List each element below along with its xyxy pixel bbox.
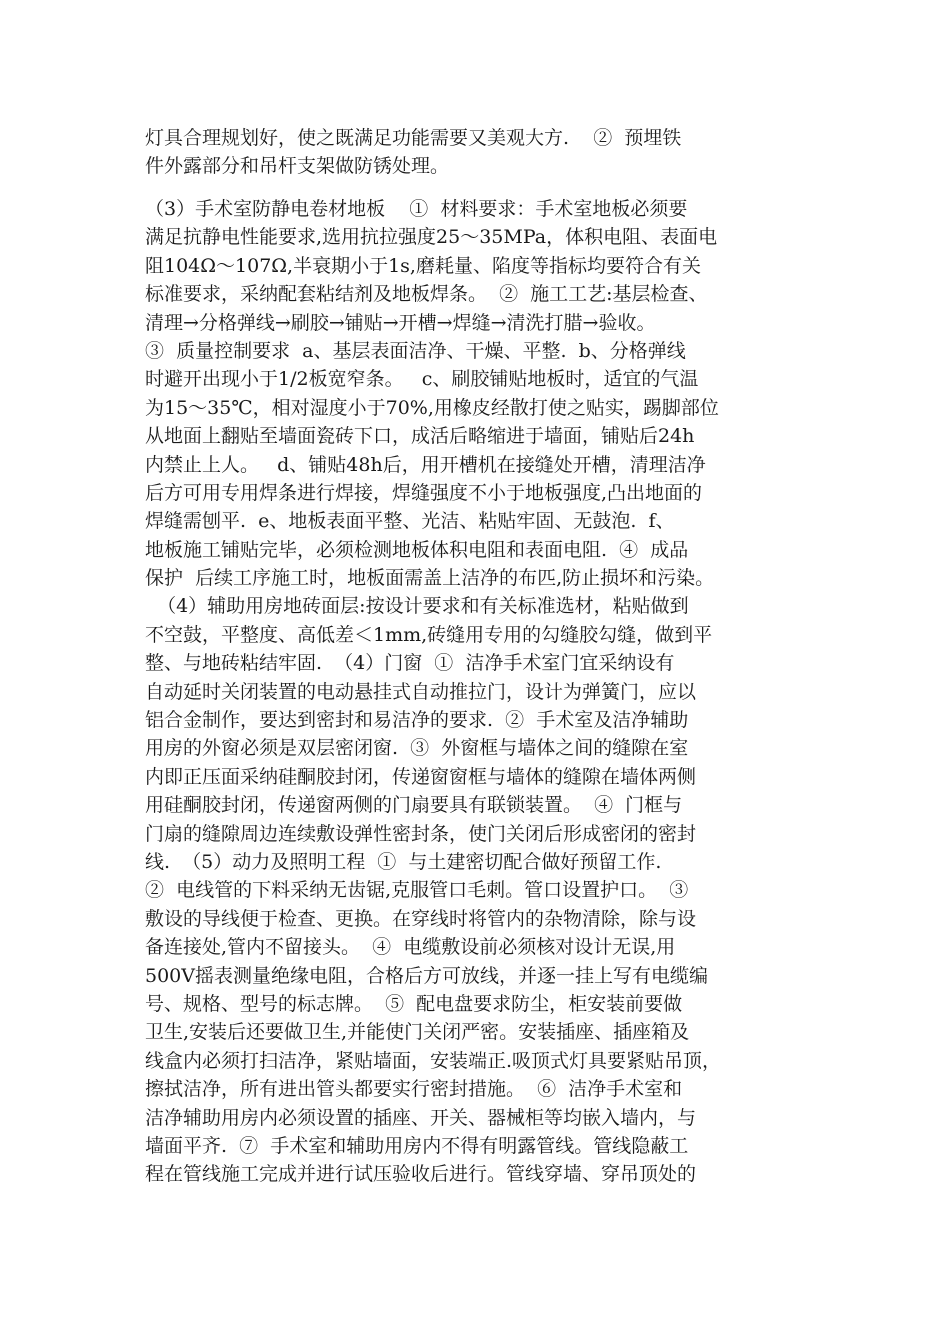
text-line: 内即正压面采纳硅酮胶封闭，传递窗窗框与墙体的缝隙在墙体两侧 xyxy=(145,765,697,788)
text-line: 清理→分格弹线→刷胶→铺贴→开槽→焊缝→清洗打腊→验收。 xyxy=(145,311,656,334)
text-line: 备连接处,管内不留接头。 ④ 电缆敷设前必须核对设计无误,用 xyxy=(145,936,676,959)
paragraph-lighting xyxy=(145,124,815,181)
text-line: 500V摇表测量绝缘电阻，合格后方可放线，并逐一挂上写有电缆编 xyxy=(145,964,708,987)
text-line: 洁净辅助用房内必须设置的插座、开关、器械柜等均嵌入墙内，与 xyxy=(145,1106,697,1129)
text-line: 自动延时关闭装置的电动悬挂式自动推拉门，设计为弹簧门，应以 xyxy=(145,680,697,703)
text-line: 擦拭洁净，所有进出管头都要实行密封措施。 ⑥ 洁净手术室和 xyxy=(145,1078,683,1101)
text-line: 号、规格、型号的标志牌。 ⑤ 配电盘要求防尘，柜安装前要做 xyxy=(145,992,683,1015)
text-line: 卫生,安装后还要做卫生,并能使门关闭严密。安装插座、插座箱及 xyxy=(145,1021,690,1044)
text-line: 标准要求，采纳配套粘结剂及地板焊条。 ② 施工工艺:基层检查、 xyxy=(145,283,708,306)
text-line: 程在管线施工完成并进行试压验收后进行。管线穿墙、穿吊顶处的 xyxy=(145,1163,697,1186)
paragraph-construction-specs xyxy=(145,195,815,1189)
text-line: ③ 质量控制要求 a、基层表面洁净、干燥、平整. b、分格弹线 xyxy=(145,339,686,362)
text-line: 阻104Ω～107Ω,半衰期小于1s,磨耗量、陷度等指标均要符合有关 xyxy=(145,254,701,277)
text-line: 整、与地砖粘结牢固. （4）门窗 ① 洁净手术室门宜采纳设有 xyxy=(145,652,675,675)
text-line: 焊缝需刨平. e、地板表面平整、光洁、粘贴牢固、无鼓泡. f、 xyxy=(145,510,675,533)
text-line: 铝合金制作，要达到密封和易洁净的要求. ② 手术室及洁净辅助 xyxy=(145,709,689,732)
text-line: 敷设的导线便于检查、更换。在穿线时将管内的杂物清除，除与设 xyxy=(145,907,697,930)
text-line: ② 电线管的下料采纳无齿锯,克服管口毛刺。管口设置护口。 ③ xyxy=(145,879,689,902)
text-line: （3）手术室防静电卷材地板 ① 材料要求：手术室地板必须要 xyxy=(145,198,688,220)
text-line: 线. （5）动力及照明工程 ① 与土建密切配合做好预留工作. xyxy=(145,850,662,873)
text-line: 为15～35℃，相对湿度小于70%,用橡皮经散打使之贴实，踢脚部位 xyxy=(145,396,719,419)
text-line: 门扇的缝隙周边连续敷设弹性密封条，使门关闭后形成密闭的密封 xyxy=(145,822,697,845)
text-line: 内禁止上人。 d、铺贴48h后，用开槽机在接缝处开槽，清理洁净 xyxy=(145,453,706,476)
text-line: 满足抗静电性能要求,选用抗拉强度25～35MPa，体积电阻、表面电 xyxy=(145,226,718,249)
text-line: 灯具合理规划好，使之既满足功能需要又美观大方. ② 预埋铁 xyxy=(145,127,682,149)
text-line: （4）辅助用房地砖面层:按设计要求和有关标准选材，粘贴做到 xyxy=(145,595,689,618)
text-line: 时避开出现小于1/2板宽窄条。 c、刷胶铺贴地板时，适宜的气温 xyxy=(145,368,699,391)
text-line: 从地面上翻贴至墙面瓷砖下口，成活后略缩进于墙面，铺贴后24h xyxy=(145,425,695,448)
text-line: 件外露部分和吊杆支架做防锈处理。 xyxy=(145,155,450,178)
text-line: 不空鼓，平整度、高低差＜1mm,砖缝用专用的勾缝胶勾缝，做到平 xyxy=(145,623,713,646)
text-line: 后方可用专用焊条进行焊接，焊缝强度不小于地板强度,凸出地面的 xyxy=(145,481,703,504)
text-line: 地板施工铺贴完毕，必须检测地板体积电阻和表面电阻. ④ 成品 xyxy=(145,538,689,561)
text-line: 保护 后续工序施工时，地板面需盖上洁净的布匹,防止损坏和污染。 xyxy=(145,567,715,590)
text-line: 墙面平齐. ⑦ 手术室和辅助用房内不得有明露管线。管线隐蔽工 xyxy=(145,1134,689,1157)
text-line: 用房的外窗必须是双层密闭窗. ③ 外窗框与墙体之间的缝隙在室 xyxy=(145,737,689,760)
text-line: 线盒内必须打扫洁净，紧贴墙面，安装端正.吸顶式灯具要紧贴吊顶， xyxy=(145,1049,722,1072)
text-line: 用硅酮胶封闭，传递窗两侧的门扇要具有联锁装置。 ④ 门框与 xyxy=(145,794,683,817)
